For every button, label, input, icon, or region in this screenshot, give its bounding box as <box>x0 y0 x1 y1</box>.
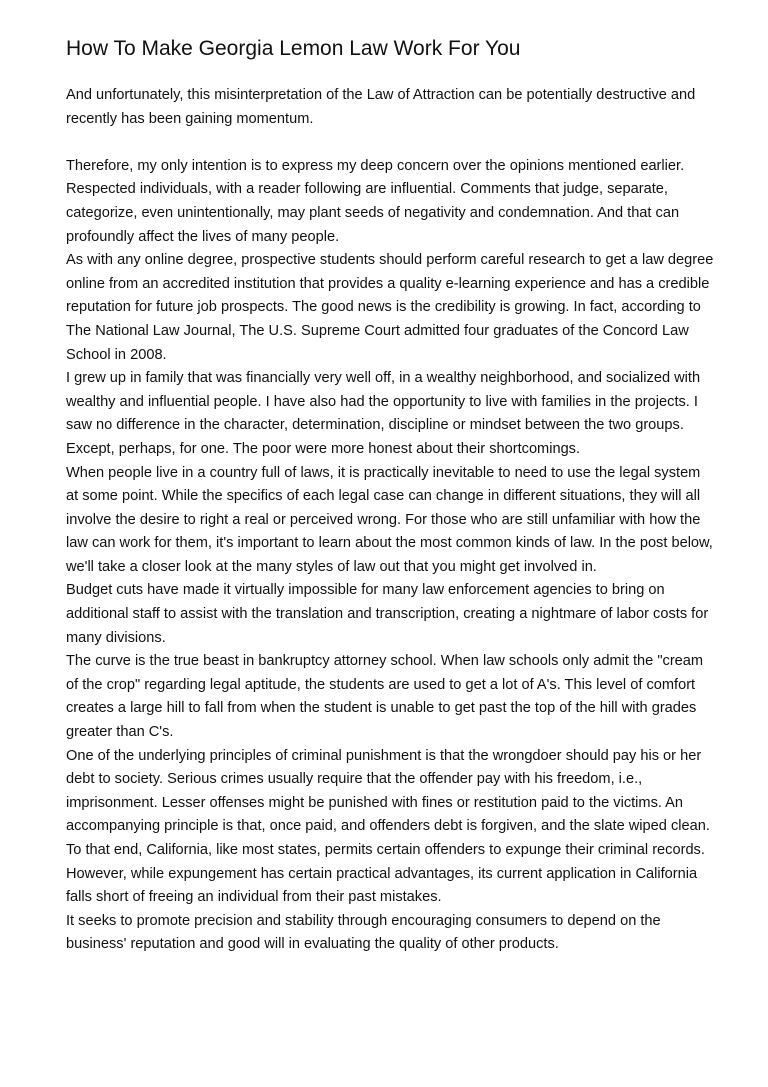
paragraph: As with any online degree, prospective students should perform careful research to get a law degree online from an accredited institution that provides a quality e-learning experience and has a credible reputation for future job prospects. The good news is the credibility is growing. In fact, according to The National Law Journal, The U.S. Supreme Court admitted four graduates of the Concord Law School in 2008. <box>66 252 714 363</box>
paragraph: One of the underlying principles of criminal punishment is that the wrongdoer should pay his or her debt to society. Serious crimes usually require that the offender pay with his freedom, i.e., imprisonment. Lesser offenses might be punished with fines or restitution paid to the victims. An accompanying principle is that, once paid, and offenders debt is forgiven, and the slate wiped clean. To that end, California, like most states, permits certain offenders to expunge their criminal records. However, while expungement has certain practical advantages, its current application in California falls short of freeing an individual from their past mistakes. <box>66 747 710 906</box>
document-page <box>66 36 714 957</box>
paragraph: Budget cuts have made it virtually impossible for many law enforcement agencies to bring on additional staff to assist with the translation and transcription, creating a nightmare of labor costs for many divisions. <box>66 582 709 646</box>
paragraph: Therefore, my only intention is to express my deep concern over the opinions mentioned earlier. Respected individuals, with a reader following are influential. Comments that judge, separate, categorize, even unintentionally, may plant seeds of negativity and condemnation. And that can profoundly affect the lives of many people. <box>66 157 685 245</box>
paragraph: It seeks to promote precision and stability through encouraging consumers to depend on the business' reputation and good will in evaluating the quality of other products. <box>66 912 661 953</box>
paragraph: I grew up in family that was financially very well off, in a wealthy neighborhood, and socialized with wealthy and influential people. I have also had the opportunity to live with families in the projects. I saw no difference in the character, determination, discipline or mindset between the two groups. Except, perhaps, for one. The poor were more honest about their shortcomings. <box>66 370 701 457</box>
paragraph: And unfortunately, this misinterpretation of the Law of Attraction can be potentially destructive and recently has been gaining momentum. <box>66 87 696 127</box>
paragraph: When people live in a country full of laws, it is practically inevitable to need to use the legal system at some point. While the specifics of each legal case can change in different situations, they will all involve the desire to right a real or perceived wrong. For those who are still unfamiliar with how the law can work for them, it's important to learn about the most common kinds of law. In the post below, we'll take a closer look at the many styles of law out that you might get involved in. <box>66 464 713 575</box>
paragraph: The curve is the true beast in bankruptcy attorney school. When law schools only admit the "cream of the crop" regarding legal aptitude, the students are used to get a lot of A's. This level of comfort creates a large hill to fall from when the student is unable to get past the top of the hill with grades greater than C's. <box>66 653 704 741</box>
page-title: How To Make Georgia Lemon Law Work For You <box>66 37 521 60</box>
